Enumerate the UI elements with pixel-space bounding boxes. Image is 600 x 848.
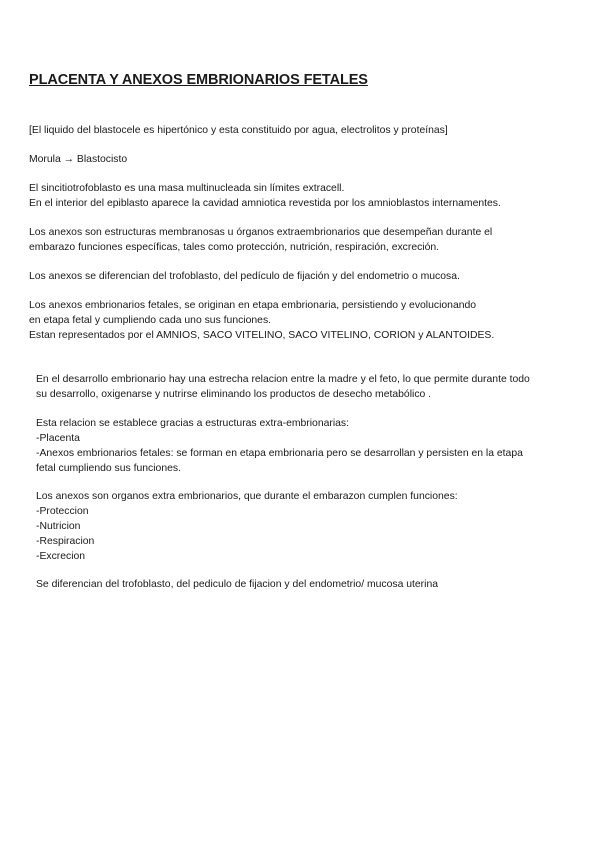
text-line: Los anexos son estructuras membranosas u órganos extraembrionarios que desempeñan durante el [29, 227, 493, 238]
text-line: Los anexos embrionarios fetales, se originan en etapa embrionaria, persistiendo y evolucionando [29, 300, 477, 311]
page-title: PLACENTA Y ANEXOS EMBRIONARIOS FETALES [29, 72, 368, 88]
text-line: en etapa fetal y cumpliendo cada uno sus funciones. [29, 315, 272, 326]
paragraph-funciones [29, 489, 458, 564]
list-item: -Anexos embrionarios fetales: se forman en etapa embrionaria pero se desarrollan y persisten en la etapa [36, 448, 523, 459]
text-line: Los anexos se diferencian del trofoblasto, del pedículo de fijación y del endometrio o mucosa. [29, 271, 460, 282]
text-line: fetal cumpliendo sus funciones. [36, 463, 181, 474]
list-item: -Respiracion [36, 536, 95, 547]
text-line: Estan representados por el AMNIOS, SACO VITELINO, SACO VITELINO, CORION y ALANTOIDES. [29, 330, 495, 341]
paragraph-morula [29, 152, 127, 167]
text-line: Se diferencian del trofoblasto, del pediculo de fijacion y del endometrio/ mucosa uterina [36, 579, 439, 590]
paragraph-sincitiotrofoblasto [29, 181, 501, 211]
paragraph-anexos-definicion [29, 225, 492, 255]
paragraph-anexos-fetales [29, 298, 494, 343]
paragraph-blastocele [29, 123, 448, 138]
text-line: Morula → Blastocisto [29, 154, 128, 165]
paragraph-anexos-diferencian [29, 269, 460, 284]
text-line: su desarrollo, oxigenarse y nutrirse eliminando los productos de desecho metabólico . [36, 389, 432, 400]
text-line: En el interior del epiblasto aparece la cavidad amniotica revestida por los amnioblastos internamentes. [29, 198, 501, 209]
text-line: [El liquido del blastocele es hipertónico y esta constituido por agua, electrolitos y proteínas] [29, 125, 448, 136]
text-line: Esta relacion se establece gracias a estructuras extra-embrionarias: [36, 418, 350, 429]
paragraph-relacion-estructuras [29, 416, 523, 476]
list-item: -Placenta [36, 433, 80, 444]
paragraph-desarrollo-embrionario [36, 372, 530, 402]
paragraph-diferencian-uterina [36, 577, 438, 592]
list-item: -Proteccion [36, 506, 89, 517]
text-line: El sincitiotrofoblasto es una masa multinucleada sin límites extracell. [29, 183, 345, 194]
text-line: embarazo funciones específicas, tales como protección, nutrición, respiración, excreción. [29, 242, 440, 253]
text-line: Los anexos son organos extra embrionarios, que durante el embarazon cumplen funciones: [36, 491, 458, 502]
list-item: -Nutricion [36, 521, 81, 532]
list-item: -Excrecion [36, 551, 86, 562]
text-line: En el desarrollo embrionario hay una estrecha relacion entre la madre y el feto, lo que permite durante todo [36, 374, 530, 385]
